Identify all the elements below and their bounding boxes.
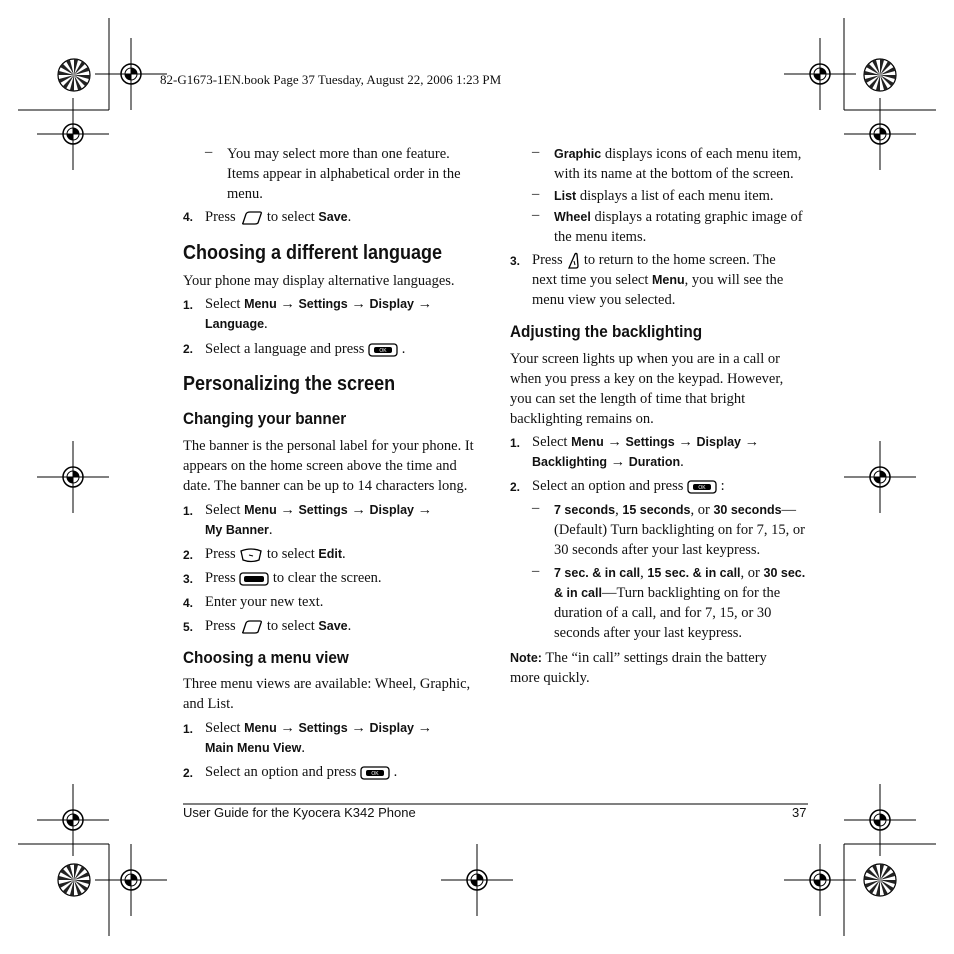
star-target-icon (864, 59, 896, 91)
star-target-icon (58, 864, 90, 896)
left-softkey-icon (239, 211, 263, 225)
registration-target-icon (37, 784, 109, 856)
menu-view-step-1: Select Menu → Settings → Display → Main Menu View. (205, 720, 433, 756)
registration-target-icon (441, 844, 513, 916)
list-option: List displays a list of each menu item. (554, 188, 774, 204)
registration-target-icon (95, 38, 167, 110)
footer-title: User Guide for the Kyocera K342 Phone (183, 805, 416, 820)
registration-target-icon (784, 844, 856, 916)
registration-target-icon (844, 98, 916, 170)
backlight-in-call-option: 7 sec. & in call, 15 sec. & in call, or 30 sec. & in call—Turn backlighting on for the duration of a call, and for 7, 15, or 30 seconds after your last keypress. (554, 565, 806, 641)
language-step-2: Select a language and press OK . (205, 341, 406, 357)
wheel-option: Wheel displays a rotating graphic image of the menu items. (554, 209, 803, 245)
multi-select-note: You may select more than one feature. Items appear in alphabetical order in the menu. (227, 146, 461, 202)
svg-text:OK: OK (698, 484, 706, 491)
registration-target-icon (784, 38, 856, 110)
banner-step-2: Press to select Edit. (205, 546, 346, 562)
heading-changing-banner: Changing your banner (183, 409, 347, 428)
banner-step-3: Press to clear the screen. (205, 570, 382, 586)
ok-key-icon (360, 766, 390, 780)
page-number: 37 (792, 805, 807, 820)
svg-text:OK: OK (371, 770, 379, 777)
heading-choosing-language: Choosing a different language (183, 242, 443, 264)
graphic-option: Graphic displays icons of each menu item, with its name at the bottom of the screen. (554, 146, 802, 182)
registration-target-icon (844, 784, 916, 856)
end-key-icon (566, 252, 580, 270)
back-key-icon (239, 572, 269, 586)
banner-step-1: Select Menu → Settings → Display → My Banner. (205, 502, 433, 538)
right-softkey-icon (239, 547, 263, 563)
star-target-icon (58, 59, 90, 91)
registration-target-icon (844, 441, 916, 513)
star-target-icon (864, 864, 896, 896)
banner-step-5: Press to select Save. (205, 618, 352, 634)
language-step-1: Select Menu → Settings → Display → Language. (205, 296, 433, 332)
language-intro: Your phone may display alternative languages. (183, 273, 455, 289)
heading-backlighting: Adjusting the backlighting (510, 322, 703, 341)
banner-intro: The banner is the personal label for your phone. It appears on the home screen above the time and date. The banner can be up to 14 characters long. (183, 438, 474, 494)
ok-key-icon (368, 343, 398, 357)
registration-target-icon (95, 844, 167, 916)
svg-text:OK: OK (379, 347, 387, 354)
note-in-call: Note: The “in call” settings drain the battery more quickly. (510, 650, 767, 686)
backlight-step-2: Select an option and press OK : (532, 478, 725, 494)
print-header: 82-G1673-1EN.book Page 37 Tuesday, August 22, 2006 1:23 PM (160, 72, 502, 87)
backlight-step-1: Select Menu → Settings → Display → Backlighting → Duration. (532, 434, 760, 470)
backlighting-intro: Your screen lights up when you are in a call or when you press a key on the keypad. However, you can set the length of time that bright backlighting remains on. (510, 351, 784, 427)
registration-target-icon (37, 441, 109, 513)
menu-view-intro: Three menu views are available: Wheel, Graphic, and List. (183, 676, 471, 712)
heading-personalizing: Personalizing the screen (183, 373, 396, 395)
left-softkey-icon (239, 620, 263, 634)
menu-view-step-2: Select an option and press OK . (205, 764, 398, 780)
ok-key-icon (687, 480, 717, 494)
step-return-home: Press to return to the home screen. The next time you select Menu, you will see the menu view you selected. (532, 252, 784, 308)
registration-target-icon (37, 98, 109, 170)
backlight-seconds-option: 7 seconds, 15 seconds, or 30 seconds—(Default) Turn backlighting on for 7, 15, or 30 seconds after your last keypress. (554, 502, 805, 558)
banner-step-4: Enter your new text. (205, 594, 324, 610)
step-press-save: Press to select Save. (205, 209, 352, 225)
heading-menu-view: Choosing a menu view (183, 648, 349, 667)
